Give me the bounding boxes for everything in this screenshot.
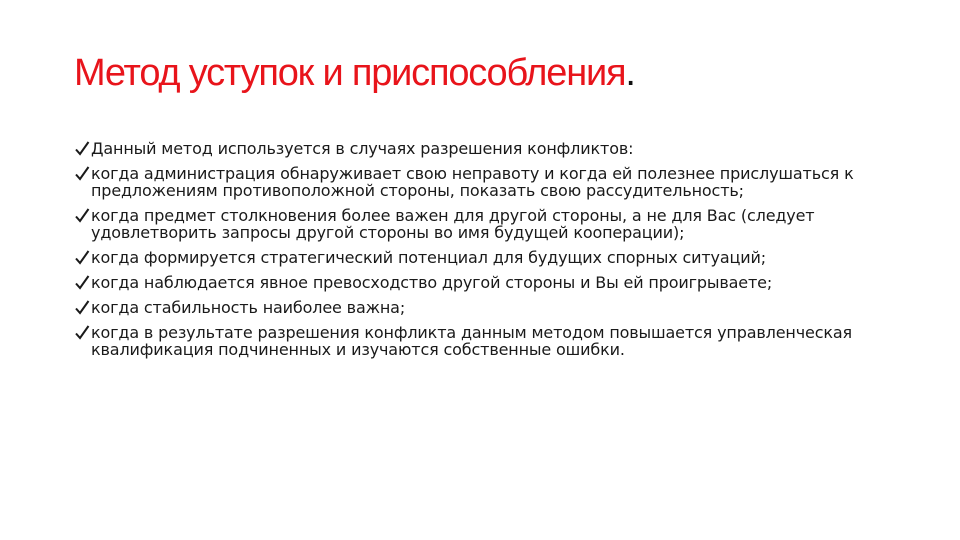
bullet-item [74,140,874,157]
slide-title [74,52,635,95]
checkmark-icon [74,249,90,266]
bullet-text: когда администрация обнаруживает свою неправоту и когда ей полезнее прислушаться к предложениям противоположной стороны, показать свою рассудительность; [91,164,854,200]
bullet-text: когда формируется стратегический потенциал для будущих спорных ситуаций; [91,248,766,267]
slide-title-text: Метод уступок и приспособления [74,52,626,94]
bullet-text: когда стабильность наиболее важна; [91,298,406,317]
bullet-list [74,140,874,366]
bullet-item [74,274,874,291]
bullet-item [74,324,874,358]
bullet-item [74,299,874,316]
bullet-item [74,165,874,199]
checkmark-icon [74,274,90,291]
bullet-item [74,249,874,266]
bullet-text: когда наблюдается явное превосходство другой стороны и Вы ей проигрываете; [91,273,773,292]
checkmark-icon [74,140,90,157]
bullet-text: когда предмет столкновения более важен для другой стороны, а не для Вас (следует удовлетворить запросы другой стороны во имя будущей кооперации); [91,206,815,242]
bullet-text: когда в результате разрешения конфликта данным методом повышается управленческая квалификация подчиненных и изучаются собственные ошибки. [91,323,853,359]
checkmark-icon [74,207,90,224]
checkmark-icon [74,299,90,316]
bullet-text: Данный метод используется в случаях разрешения конфликтов: [91,139,634,158]
checkmark-icon [74,324,90,341]
slide-title-period: . [625,52,635,94]
checkmark-icon [74,165,90,182]
bullet-item [74,207,874,241]
